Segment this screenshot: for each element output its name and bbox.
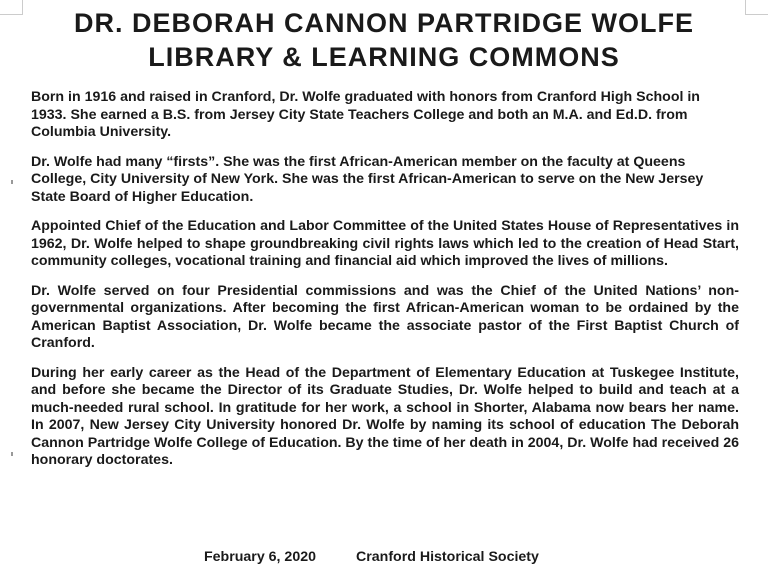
plaque-title-line-2: LIBRARY & LEARNING COMMONS (148, 42, 620, 72)
frame-corner-right (745, 0, 768, 15)
paragraph-firsts: Dr. Wolfe had many “firsts”. She was the first African-American member on the faculty at Queens College, City University of New York. She was the first African-American to serve on the New Jersey State Board of Higher Education. (31, 153, 704, 205)
paragraph-commissions: Dr. Wolfe served on four Presidential commissions and was the Chief of the United Nations’ non-governmental organizations. After becoming the first African-American woman to be ordained by the American Baptist Association, Dr. Wolfe became the associate pastor of the First Baptist Church of Cranford. (31, 282, 739, 351)
plaque-body (31, 89, 739, 482)
paragraph-early-career: During her early career as the Head of the Department of Elementary Education at Tuskegee Institute, and before she became the Director of its Graduate Studies, Dr. Wolfe helped to build and teach at a much-needed rural school. In gratitude for her work, a school in Shorter, Alabama now bears her name. In 2007, New Jersey City University honored Dr. Wolfe by naming its school of education The Deborah Cannon Partridge Wolfe College of Education. By the time of her death in 2004, Dr. Wolfe had received 26 honorary doctorates. (31, 364, 739, 468)
paragraph-education-committee: Appointed Chief of the Education and Labor Committee of the United States House of Representatives in 1962, Dr. Wolfe helped to shape groundbreaking civil rights laws which led to the creation of Head Start, community colleges, vocational training and financial aid which improved the lives of millions. (31, 218, 739, 269)
plaque-title-line-1: DR. DEBORAH CANNON PARTRIDGE WOLFE (74, 8, 694, 38)
organization-name: Cranford Historical Society (356, 549, 539, 565)
paragraph-early-life: Born in 1916 and raised in Cranford, Dr. Wolfe graduated with honors from Cranford High School in 1933. She earned a B.S. from Jersey City State Teachers College and both an M.A. and Ed.D. from Columbia University. (31, 89, 700, 140)
print-speck (11, 180, 13, 184)
dedication-date: February 6, 2020 (204, 549, 316, 565)
print-speck (11, 452, 13, 456)
